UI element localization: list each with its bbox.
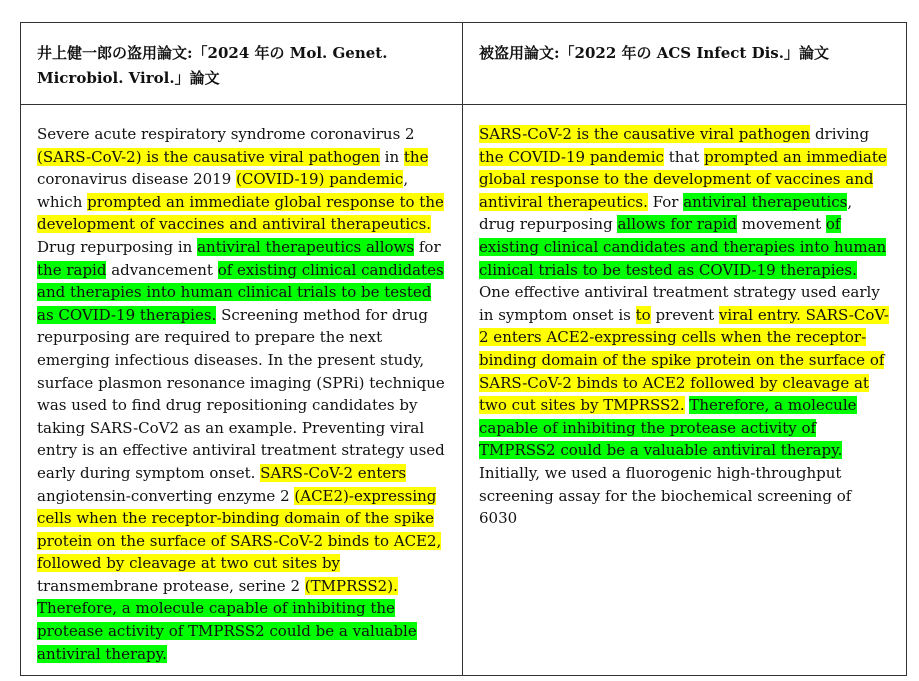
left-plain-text: Screening method for drug repurposing are required to prepare the next emerging infectious diseases. In the present study, surface plasmon resonance imaging (SPRi) technique was used to find drug repositioning candidates by taking SARS-CoV2 as an example. Preventing viral entry is an effective antiviral treatment strategy used early during symptom onset. — [37, 305, 445, 482]
left-yellow-highlight: (TMPRSS2). — [304, 576, 398, 595]
right-plain-text: One effective antiviral treatment strategy used early in symptom onset is — [479, 283, 880, 324]
left-green-highlight: Therefore, a molecule capable of inhibiting the protease activity of TMPRSS2 could be a valuable antiviral therapy. — [37, 599, 417, 663]
left-plain-text: advancement — [106, 260, 218, 279]
left-plain-text: coronavirus disease 2019 — [37, 170, 237, 189]
header-left-cell — [21, 23, 463, 105]
left-yellow-highlight: the — [403, 147, 429, 166]
left-yellow-highlight: SARS-CoV-2 enters — [260, 463, 407, 482]
right-green-highlight: Therefore, a molecule capable of inhibiting the protease activity of TMPRSS2 could be a valuable antiviral therapy. — [479, 396, 857, 460]
right-green-highlight: of existing clinical candidates and therapies into human clinical trials to be tested as COVID-19 therapies. — [479, 215, 887, 279]
left-yellow-highlight: (SARS-CoV-2) is the causative viral pathogen — [37, 147, 380, 166]
left-abstract-cell — [21, 105, 463, 676]
left-plain-text: angiotensin-converting enzyme 2 — [37, 486, 295, 505]
header-row — [21, 23, 907, 105]
right-plain-text: For — [647, 192, 684, 211]
right-yellow-highlight: viral entry. SARS-CoV-2 enters ACE2-expressing cells when the receptor-binding domain of the spike protein on the surface of SARS-CoV-2 binds to ACE2 followed by cleavage at two cut sites by TMPRSS2. — [479, 305, 889, 415]
left-plain-text: , which — [37, 170, 409, 211]
right-green-highlight: antiviral therapeutics — [683, 192, 848, 211]
left-abstract-text — [37, 123, 446, 665]
left-plain-text: Severe acute respiratory syndrome coronavirus 2 — [37, 125, 415, 143]
left-yellow-highlight: prompted an immediate global response to the development of vaccines and antiviral therapeutics. — [37, 192, 444, 234]
left-green-highlight: of existing clinical candidates and therapies into human clinical trials to be tested as COVID-19 therapies. — [37, 260, 444, 324]
right-plain-text: that — [663, 147, 705, 166]
left-green-highlight: the rapid — [37, 260, 107, 279]
header-left-text: 井上健一郎の盗用論文:「2024 年の Mol. Genet. Microbiol. Virol.」論文 — [37, 44, 388, 87]
right-abstract-cell — [463, 105, 907, 676]
left-yellow-highlight: (COVID-19) pandemic — [236, 170, 404, 189]
right-plain-text: prevent — [650, 305, 719, 324]
header-right-cell — [463, 23, 907, 105]
left-green-highlight: antiviral therapeutics allows — [197, 237, 415, 256]
body-row — [21, 105, 907, 676]
left-plain-text: for — [414, 237, 441, 256]
right-plain-text: driving — [810, 125, 870, 143]
right-plain-text: Initially, we used a fluorogenic high-throughput screening assay for the biochemical screening of 6030 — [479, 463, 852, 528]
left-plain-text: Drug repurposing in — [37, 237, 198, 256]
left-plain-text: transmembrane protease, serine 2 — [37, 576, 305, 595]
header-right-text: 被盗用論文:「2022 年の ACS Infect Dis.」論文 — [479, 44, 829, 62]
right-yellow-highlight: SARS-CoV-2 is the causative viral pathogen — [479, 125, 811, 143]
comparison-table — [20, 22, 907, 676]
right-yellow-highlight: the COVID-19 pandemic — [479, 147, 664, 166]
right-yellow-highlight: to — [635, 305, 651, 324]
right-green-highlight: allows for rapid — [617, 215, 737, 234]
right-abstract-text — [479, 123, 890, 530]
right-yellow-highlight: prompted an immediate global response to the development of vaccines and antiviral therapeutics. — [479, 147, 887, 211]
left-plain-text: in — [379, 147, 404, 166]
right-plain-text: movement — [736, 215, 826, 234]
right-plain-text: , drug repurposing — [479, 192, 853, 234]
left-yellow-highlight: (ACE2)-expressing cells when the receptor-binding domain of the spike protein on the surface of SARS-CoV-2 binds to ACE2, followed by cleavage at two cut sites by — [37, 486, 442, 573]
